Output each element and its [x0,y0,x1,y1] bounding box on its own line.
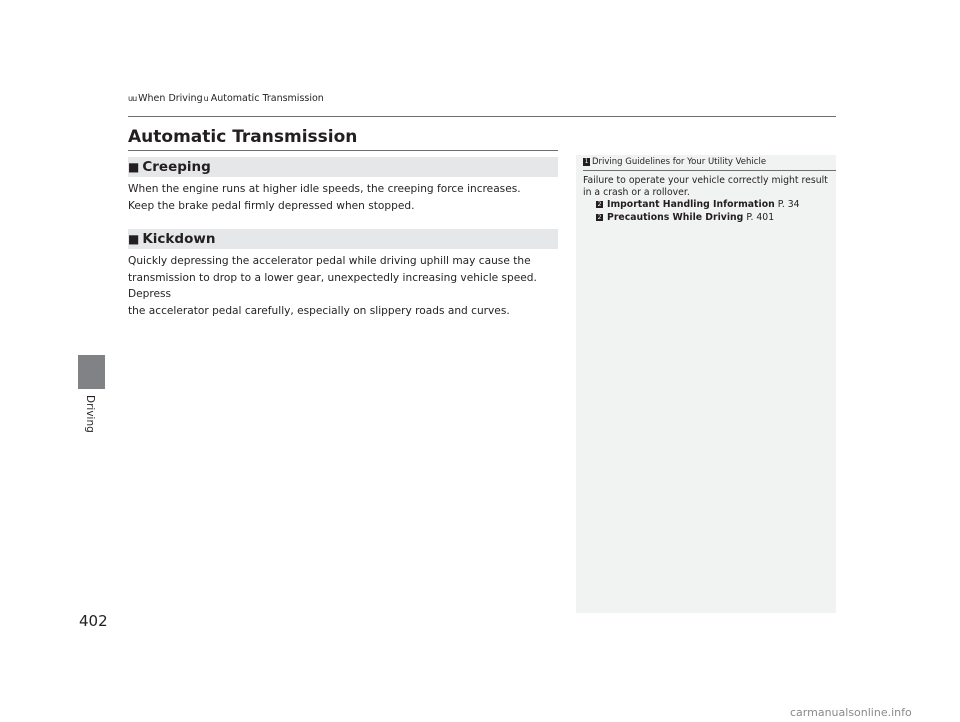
section-heading-text: Creeping [142,159,211,175]
note-heading [583,157,766,167]
page-number: 402 [79,612,108,630]
reference-label: Precautions While Driving [607,212,744,223]
reference-page: P. 34 [777,199,800,210]
body-line: Keep the brake pedal firmly depressed when stopped. [128,199,415,212]
note-divider [583,170,836,171]
watermark: carmanualsonline.info [790,706,912,719]
double-arrow-icon: uu [128,94,137,103]
section-heading-creeping [128,157,558,177]
body-line: When the engine runs at higher idle speeds, the creeping force increases. [128,183,521,195]
note-heading-text: Driving Guidelines for Your Utility Vehicle [592,157,767,167]
reference-label: Important Handling Information [607,199,775,210]
reference-arrow-icon: 2 [597,201,602,208]
chapter-tab [78,355,105,389]
square-bullet-icon: ■ [128,232,140,246]
breadcrumb-item-automatic-transmission[interactable]: Automatic Transmission [210,93,324,104]
sidebar-note-panel [576,155,836,613]
title-divider [128,150,558,151]
body-line: the accelerator pedal carefully, especially on slippery roads and curves. [128,304,510,317]
note-number-icon: 1 [584,158,589,165]
header-divider [128,116,836,117]
reference-page: P. 401 [746,212,775,223]
note-body [583,175,833,199]
page-title: Automatic Transmission [128,127,358,147]
cross-reference-link[interactable] [596,212,774,223]
note-line: Failure to operate your vehicle correctly might result [583,175,828,186]
square-bullet-icon: ■ [128,160,140,174]
body-line: transmission to drop to a lower gear, unexpectedly increasing vehicle speed. Depress [128,271,537,300]
breadcrumb [128,93,324,104]
breadcrumb-item-when-driving[interactable]: When Driving [138,93,203,104]
section-body-kickdown [128,253,560,319]
note-line: in a crash or a rollover. [583,187,690,198]
reference-arrow-icon: 2 [597,214,602,221]
chapter-label: Driving [84,395,96,433]
cross-reference-link[interactable] [596,199,800,210]
section-body-creeping [128,181,560,214]
body-line: Quickly depressing the accelerator pedal while driving uphill may cause the [128,255,531,267]
arrow-icon: u [203,94,209,103]
section-heading-text: Kickdown [142,231,216,247]
section-heading-kickdown [128,229,558,249]
